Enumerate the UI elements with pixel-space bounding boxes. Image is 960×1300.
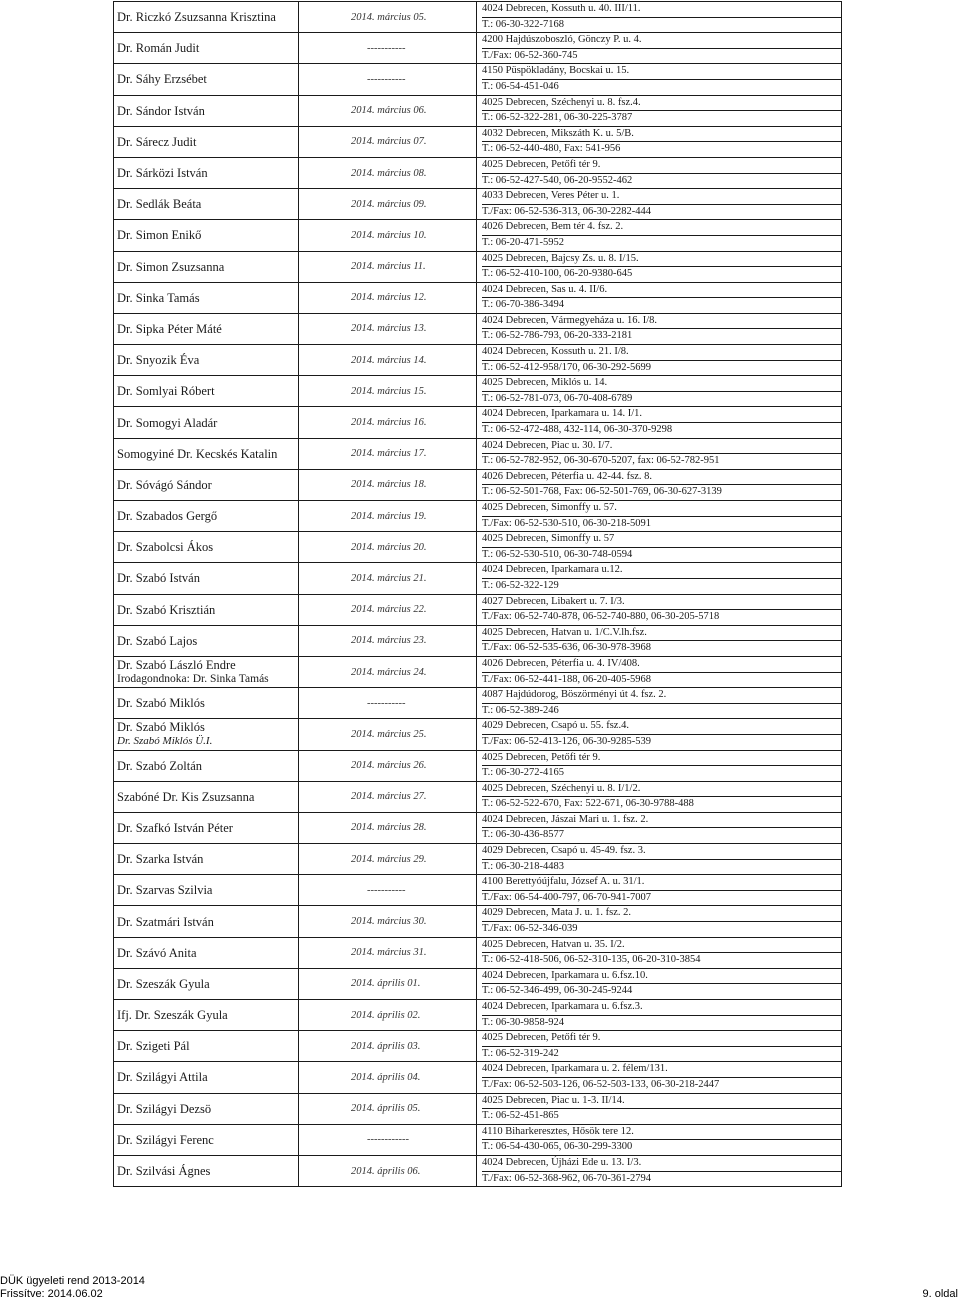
- address: 4025 Debrecen, Petőfi tér 9.: [482, 1031, 841, 1047]
- contact-cell: [477, 33, 842, 64]
- contact-cell: [477, 1155, 842, 1186]
- contact-cell: [477, 1031, 842, 1062]
- name-cell: [114, 719, 299, 750]
- table-row: [114, 750, 842, 781]
- name-cell: [114, 220, 299, 251]
- name-cell: [114, 1155, 299, 1186]
- address: 4025 Debrecen, Bajcsy Zs. u. 8. I/15.: [482, 252, 841, 268]
- duty-date: 2014. március 09.: [299, 189, 477, 220]
- duty-date: 2014. március 05.: [299, 2, 477, 33]
- name-cell: [114, 688, 299, 719]
- address: 4029 Debrecen, Csapó u. 55. fsz.4.: [482, 719, 841, 735]
- address: 4025 Debrecen, Hatvan u. 1/C.V.lh.fsz.: [482, 626, 841, 642]
- phone: T.: 06-54-430-065, 06-30-299-3300: [482, 1141, 633, 1153]
- table-row: [114, 345, 842, 376]
- address: 4100 Berettyóújfalu, József A. u. 31/1.: [482, 875, 841, 891]
- contact-cell: [477, 875, 842, 906]
- name-cell: [114, 906, 299, 937]
- phone: T./Fax: 06-52-360-745: [482, 49, 578, 61]
- duty-date: 2014. március 25.: [299, 719, 477, 750]
- lawyer-duty-table: [113, 1, 842, 1187]
- lawyer-name: Dr. Szabó Zoltán: [117, 758, 203, 773]
- name-cell: [114, 750, 299, 781]
- name-cell: [114, 625, 299, 656]
- lawyer-name: Dr. Szilágyi Attila: [117, 1070, 208, 1085]
- phone: T.: 06-30-436-8577: [482, 829, 565, 841]
- table-row: [114, 594, 842, 625]
- address: 4025 Debrecen, Miklós u. 14.: [482, 376, 841, 392]
- lawyer-name: Dr. Román Judit: [117, 41, 200, 56]
- lawyer-name: Dr. Snyozik Éva: [117, 353, 200, 368]
- duty-date: 2014. március 10.: [299, 220, 477, 251]
- contact-cell: [477, 625, 842, 656]
- contact-cell: [477, 157, 842, 188]
- table-row: [114, 407, 842, 438]
- duty-date: 2014. március 07.: [299, 126, 477, 157]
- name-cell: [114, 469, 299, 500]
- page-footer: [0, 1270, 960, 1300]
- duty-date: 2014. április 04.: [299, 1062, 477, 1093]
- address: 4027 Debrecen, Libakert u. 7. I/3.: [482, 595, 841, 611]
- contact-cell: [477, 688, 842, 719]
- name-cell: [114, 126, 299, 157]
- phone: T.: 06-52-786-793, 06-20-333-2181: [482, 330, 633, 342]
- duty-date: 2014. április 02.: [299, 1000, 477, 1031]
- address: 4025 Debrecen, Széchenyi u. 8. fsz.4.: [482, 96, 841, 112]
- name-cell: [114, 33, 299, 64]
- contact-cell: [477, 594, 842, 625]
- duty-date: 2014. április 06.: [299, 1155, 477, 1186]
- lawyer-name: Dr. Sárecz Judit: [117, 134, 197, 149]
- name-cell: [114, 1124, 299, 1155]
- lawyer-name: Dr. Sedlák Beáta: [117, 197, 202, 212]
- table-row: [114, 64, 842, 95]
- address: 4110 Biharkeresztes, Hősök tere 12.: [482, 1125, 841, 1141]
- table-row: [114, 282, 842, 313]
- lawyer-name: Dr. Sárközi István: [117, 166, 208, 181]
- duty-date: -----------: [299, 33, 477, 64]
- phone: T.: 06-52-451-865: [482, 1110, 559, 1122]
- name-cell: [114, 594, 299, 625]
- lawyer-name: Dr. Sóvágó Sándor: [117, 477, 212, 492]
- phone: T.: 06-52-530-510, 06-30-748-0594: [482, 548, 633, 560]
- name-cell: [114, 1000, 299, 1031]
- table-row: [114, 126, 842, 157]
- phone: T.: 06-52-346-499, 06-30-245-9244: [482, 985, 633, 997]
- table-row: [114, 1062, 842, 1093]
- table-row: [114, 220, 842, 251]
- lawyer-name: Dr. Szabó Miklós: [117, 696, 205, 711]
- table-row: [114, 251, 842, 282]
- lawyer-name: Dr. Szilvási Ágnes: [117, 1164, 211, 1179]
- duty-date: 2014. március 22.: [299, 594, 477, 625]
- duty-date: -----------: [299, 875, 477, 906]
- name-cell: [114, 532, 299, 563]
- duty-date: 2014. március 31.: [299, 937, 477, 968]
- name-cell: [114, 937, 299, 968]
- table-row: [114, 781, 842, 812]
- table-row: [114, 968, 842, 999]
- duty-date: 2014. március 23.: [299, 625, 477, 656]
- lawyer-name: Szabóné Dr. Kis Zsuzsanna: [117, 789, 255, 804]
- footer-title: DÜK ügyeleti rend 2013-2014: [0, 1275, 145, 1287]
- lawyer-name: Dr. Szigeti Pál: [117, 1039, 190, 1054]
- table-row: [114, 1155, 842, 1186]
- duty-date: 2014. március 15.: [299, 376, 477, 407]
- phone: T.: 06-52-322-281, 06-30-225-3787: [482, 112, 633, 124]
- duty-date: 2014. március 19.: [299, 501, 477, 532]
- phone: T.: 06-52-319-242: [482, 1047, 559, 1059]
- address: 4025 Debrecen, Simonffy u. 57: [482, 532, 841, 548]
- lawyer-name: Dr. Somlyai Róbert: [117, 384, 215, 399]
- duty-date: 2014. március 21.: [299, 563, 477, 594]
- duty-date: 2014. március 20.: [299, 532, 477, 563]
- lawyer-name: Dr. Szarka István: [117, 852, 204, 867]
- address: 4025 Debrecen, Széchenyi u. 8. I/1/2.: [482, 782, 841, 798]
- contact-cell: [477, 750, 842, 781]
- duty-date: 2014. március 06.: [299, 95, 477, 126]
- address: 4025 Debrecen, Hatvan u. 35. I/2.: [482, 938, 841, 954]
- contact-cell: [477, 313, 842, 344]
- phone: T.: 06-52-501-768, Fax: 06-52-501-769, 06-30-627-3139: [482, 486, 722, 498]
- address: 4026 Debrecen, Péterfia u. 42-44. fsz. 8.: [482, 470, 841, 486]
- table-row: [114, 1093, 842, 1124]
- duty-date: 2014. március 11.: [299, 251, 477, 282]
- name-cell: [114, 781, 299, 812]
- address: 4024 Debrecen, Iparkamara u.12.: [482, 563, 841, 579]
- address: 4024 Debrecen, Kossuth u. 21. I/8.: [482, 345, 841, 361]
- duty-date: 2014. március 14.: [299, 345, 477, 376]
- phone: T.: 06-52-522-670, Fax: 522-671, 06-30-9788-488: [482, 798, 694, 810]
- address: 4024 Debrecen, Kossuth u. 40. III/11.: [482, 2, 841, 18]
- address: 4029 Debrecen, Mata J. u. 1. fsz. 2.: [482, 906, 841, 922]
- name-cell: [114, 1031, 299, 1062]
- address: 4024 Debrecen, Piac u. 30. I/7.: [482, 439, 841, 455]
- lawyer-name: Dr. Riczkó Zsuzsanna Krisztina: [117, 10, 276, 25]
- contact-cell: [477, 563, 842, 594]
- address: 4026 Debrecen, Péterfia u. 4. IV/408.: [482, 657, 841, 673]
- address: 4024 Debrecen, Iparkamara u. 6.fsz.10.: [482, 969, 841, 985]
- table-row: [114, 812, 842, 843]
- phone: T./Fax: 06-52-346-039: [482, 923, 578, 935]
- phone: T.: 06-52-410-100, 06-20-9380-645: [482, 268, 633, 280]
- address: 4033 Debrecen, Veres Péter u. 1.: [482, 189, 841, 205]
- contact-cell: [477, 376, 842, 407]
- name-cell: [114, 282, 299, 313]
- phone: T.: 06-70-386-3494: [482, 299, 565, 311]
- name-cell: [114, 968, 299, 999]
- name-cell: [114, 157, 299, 188]
- phone: T.: 06-52-472-488, 432-114, 06-30-370-9298: [482, 424, 673, 436]
- lawyer-name: Dr. Simon Enikő: [117, 228, 202, 243]
- address: 4025 Debrecen, Petőfi tér 9.: [482, 751, 841, 767]
- contact-cell: [477, 1124, 842, 1155]
- duty-date: 2014. március 26.: [299, 750, 477, 781]
- phone: T./Fax: 06-52-740-878, 06-52-740-880, 06-30-205-5718: [482, 611, 720, 623]
- phone: T./Fax: 06-52-441-188, 06-20-405-5968: [482, 673, 651, 685]
- duty-date: 2014. március 13.: [299, 313, 477, 344]
- table-row: [114, 656, 842, 687]
- contact-cell: [477, 438, 842, 469]
- duty-date: -----------: [299, 688, 477, 719]
- phone: T.: 06-52-412-958/170, 06-30-292-5699: [482, 361, 651, 373]
- duty-date: -----------: [299, 64, 477, 95]
- lawyer-name: Dr. Szarvas Szilvia: [117, 883, 213, 898]
- address: 4025 Debrecen, Petőfi tér 9.: [482, 158, 841, 174]
- table-row: [114, 189, 842, 220]
- address: 4024 Debrecen, Újházi Ede u. 13. I/3.: [482, 1156, 841, 1172]
- name-cell: [114, 345, 299, 376]
- address: 4032 Debrecen, Mikszáth K. u. 5/B.: [482, 127, 841, 143]
- phone: T.: 06-52-418-506, 06-52-310-135, 06-20-310-3854: [482, 954, 701, 966]
- lawyer-name: Dr. Somogyi Aladár: [117, 415, 218, 430]
- name-cell: [114, 64, 299, 95]
- phone: T.: 06-52-781-073, 06-70-408-6789: [482, 392, 633, 404]
- name-cell: [114, 189, 299, 220]
- table-row: [114, 1124, 842, 1155]
- table-row: [114, 625, 842, 656]
- phone: T.: 06-30-272-4165: [482, 767, 565, 779]
- lawyer-name: Dr. Simon Zsuzsanna: [117, 259, 225, 274]
- contact-cell: [477, 469, 842, 500]
- duty-date: 2014. március 29.: [299, 844, 477, 875]
- name-cell: [114, 2, 299, 33]
- phone: T.: 06-52-389-246: [482, 704, 559, 716]
- contact-cell: [477, 501, 842, 532]
- contact-cell: [477, 1000, 842, 1031]
- phone: T./Fax: 06-52-413-126, 06-30-9285-539: [482, 735, 651, 747]
- phone: T.: 06-30-218-4483: [482, 860, 565, 872]
- name-cell: [114, 407, 299, 438]
- name-cell: [114, 1062, 299, 1093]
- phone: T.: 06-52-322-129: [482, 579, 559, 591]
- contact-cell: [477, 407, 842, 438]
- name-cell: [114, 1093, 299, 1124]
- table-row: [114, 2, 842, 33]
- name-cell: [114, 656, 299, 687]
- contact-cell: [477, 812, 842, 843]
- phone: T.: 06-54-451-046: [482, 80, 559, 92]
- contact-cell: [477, 126, 842, 157]
- contact-cell: [477, 282, 842, 313]
- phone: T.: 06-52-782-952, 06-30-670-5207, fax: 06-52-782-951: [482, 455, 720, 467]
- name-cell: [114, 875, 299, 906]
- table-row: [114, 875, 842, 906]
- lawyer-name: Somogyiné Dr. Kecskés Katalin: [117, 446, 278, 461]
- contact-cell: [477, 1093, 842, 1124]
- name-cell: [114, 438, 299, 469]
- contact-cell: [477, 251, 842, 282]
- lawyer-name: Dr. Szabó István: [117, 571, 200, 586]
- contact-cell: [477, 656, 842, 687]
- address: 4025 Debrecen, Simonffy u. 57.: [482, 501, 841, 517]
- contact-cell: [477, 906, 842, 937]
- duty-date: 2014. április 03.: [299, 1031, 477, 1062]
- phone: T./Fax: 06-52-536-313, 06-30-2282-444: [482, 205, 651, 217]
- name-cell: [114, 251, 299, 282]
- lawyer-name: Dr. Szabolcsi Ákos: [117, 540, 214, 555]
- contact-cell: [477, 189, 842, 220]
- lawyer-name: Dr. Sipka Péter Máté: [117, 321, 222, 336]
- duty-date: 2014. április 05.: [299, 1093, 477, 1124]
- contact-cell: [477, 844, 842, 875]
- contact-cell: [477, 220, 842, 251]
- phone: T.: 06-20-471-5952: [482, 236, 565, 248]
- table-row: [114, 844, 842, 875]
- table-body: [114, 2, 842, 1187]
- duty-date: 2014. március 30.: [299, 906, 477, 937]
- phone: T./Fax: 06-52-368-962, 06-70-361-2794: [482, 1172, 651, 1184]
- duty-date: 2014. március 28.: [299, 812, 477, 843]
- table-row: [114, 937, 842, 968]
- lawyer-name: Dr. Sinka Tamás: [117, 290, 200, 305]
- name-cell: [114, 563, 299, 594]
- address: 4024 Debrecen, Vármegyeháza u. 16. I/8.: [482, 314, 841, 330]
- name-cell: [114, 313, 299, 344]
- address: 4025 Debrecen, Piac u. 1-3. II/14.: [482, 1094, 841, 1110]
- address: 4026 Debrecen, Bem tér 4. fsz. 2.: [482, 220, 841, 236]
- table-row: [114, 688, 842, 719]
- name-cell: [114, 812, 299, 843]
- address: 4024 Debrecen, Sas u. 4. II/6.: [482, 283, 841, 299]
- duty-date: 2014. március 27.: [299, 781, 477, 812]
- phone: T.: 06-30-322-7168: [482, 18, 565, 30]
- lawyer-name: Dr. Szafkó István Péter: [117, 820, 233, 835]
- name-cell: [114, 95, 299, 126]
- duty-date: 2014. április 01.: [299, 968, 477, 999]
- address: 4087 Hajdúdorog, Böszörményi út 4. fsz. 2.: [482, 688, 841, 704]
- phone: T./Fax: 06-52-535-636, 06-30-978-3968: [482, 642, 651, 654]
- contact-cell: [477, 937, 842, 968]
- name-cell: [114, 501, 299, 532]
- page-number: 9. oldal: [922, 1288, 958, 1300]
- address: 4024 Debrecen, Jászai Mari u. 1. fsz. 2.: [482, 813, 841, 829]
- lawyer-name: Dr. Szatmári István: [117, 914, 214, 929]
- table-row: [114, 33, 842, 64]
- duty-date: 2014. március 12.: [299, 282, 477, 313]
- name-cell: [114, 844, 299, 875]
- contact-cell: [477, 532, 842, 563]
- lawyer-name: Dr. Szabó Lajos: [117, 633, 198, 648]
- duty-date: 2014. március 08.: [299, 157, 477, 188]
- lawyer-name: Ifj. Dr. Szeszák Gyula: [117, 1008, 228, 1023]
- table-row: [114, 438, 842, 469]
- table-row: [114, 469, 842, 500]
- lawyer-name: Dr. Szabó Miklós: [117, 720, 205, 735]
- address: 4024 Debrecen, Iparkamara u. 6.fsz.3.: [482, 1000, 841, 1016]
- contact-cell: [477, 95, 842, 126]
- table-row: [114, 906, 842, 937]
- contact-cell: [477, 781, 842, 812]
- lawyer-name: Dr. Szilágyi Dezsö: [117, 1101, 212, 1116]
- table-row: [114, 563, 842, 594]
- lawyer-name: Dr. Szabados Gergő: [117, 509, 218, 524]
- contact-cell: [477, 719, 842, 750]
- table-row: [114, 95, 842, 126]
- duty-date: 2014. március 24.: [299, 656, 477, 687]
- duty-date: 2014. március 16.: [299, 407, 477, 438]
- contact-cell: [477, 1062, 842, 1093]
- phone: T.: 06-30-9858-924: [482, 1016, 565, 1028]
- lawyer-name: Dr. Szávó Anita: [117, 945, 197, 960]
- footer-updated: Frissítve: 2014.06.02: [0, 1288, 103, 1300]
- phone: T.: 06-52-440-480, Fax: 541-956: [482, 143, 621, 155]
- lawyer-subtitle: Irodagondnoka: Dr. Sinka Tamás: [117, 673, 269, 686]
- table-row: [114, 1031, 842, 1062]
- table-row: [114, 1000, 842, 1031]
- lawyer-name: Dr. Szeszák Gyula: [117, 976, 210, 991]
- address: 4024 Debrecen, Iparkamara u. 14. I/1.: [482, 407, 841, 423]
- address: 4150 Püspökladány, Bocskai u. 15.: [482, 64, 841, 80]
- lawyer-name: Dr. Szabó Krisztián: [117, 602, 216, 617]
- phone: T./Fax: 06-52-530-510, 06-30-218-5091: [482, 517, 651, 529]
- lawyer-name: Dr. Sándor István: [117, 103, 205, 118]
- phone: T.: 06-52-427-540, 06-20-9552-462: [482, 174, 633, 186]
- name-cell: [114, 376, 299, 407]
- contact-cell: [477, 2, 842, 33]
- table-row: [114, 532, 842, 563]
- contact-cell: [477, 345, 842, 376]
- duty-date: ------------: [299, 1124, 477, 1155]
- contact-cell: [477, 64, 842, 95]
- lawyer-name: Dr. Szilágyi Ferenc: [117, 1132, 214, 1147]
- address: 4024 Debrecen, Iparkamara u. 2. félem/131.: [482, 1062, 841, 1078]
- table-row: [114, 376, 842, 407]
- table-row: [114, 719, 842, 750]
- phone: T./Fax: 06-52-503-126, 06-52-503-133, 06-30-218-2447: [482, 1078, 720, 1090]
- table-row: [114, 501, 842, 532]
- duty-date: 2014. március 18.: [299, 469, 477, 500]
- address: 4200 Hajdúszoboszló, Gönczy P. u. 4.: [482, 33, 841, 49]
- table-row: [114, 157, 842, 188]
- contact-cell: [477, 968, 842, 999]
- lawyer-subtitle: Dr. Szabó Miklós Ü.I.: [117, 735, 213, 748]
- phone: T./Fax: 06-54-400-797, 06-70-941-7007: [482, 891, 651, 903]
- lawyer-name: Dr. Szabó László Endre: [117, 658, 236, 673]
- table-row: [114, 313, 842, 344]
- address: 4029 Debrecen, Csapó u. 45-49. fsz. 3.: [482, 844, 841, 860]
- lawyer-name: Dr. Sáhy Erzsébet: [117, 72, 207, 87]
- duty-date: 2014. március 17.: [299, 438, 477, 469]
